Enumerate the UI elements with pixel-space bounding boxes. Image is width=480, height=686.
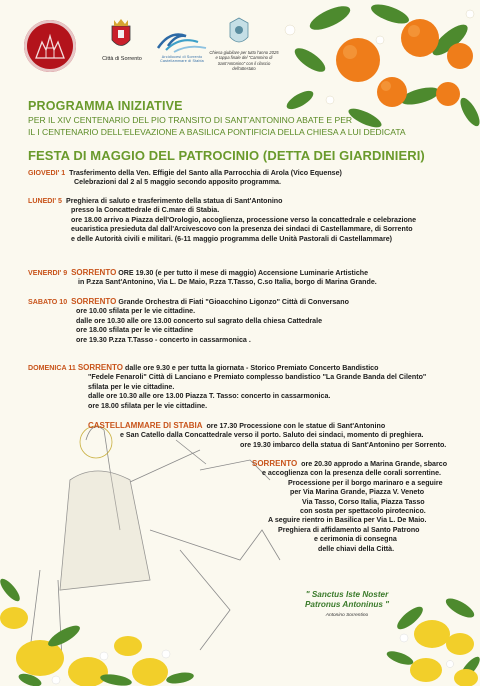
sorrento-crest-icon bbox=[110, 18, 132, 52]
entry-text: e accoglienza con la presenza delle corali sorrentine. bbox=[262, 469, 441, 478]
entry-text: ore 10.00 sfilata per le vie cittadine. bbox=[76, 307, 196, 316]
entry-text: per Via Marina Grande, Piazza V. Veneto bbox=[290, 488, 425, 497]
entry-text: ore 19.30 imbarco della statua di Sant'Antonino per Sorrento. bbox=[240, 440, 447, 449]
place-label: SORRENTO bbox=[71, 297, 117, 306]
entry-text: ore 19.30 P.zza T.Tasso - concerto in cassarmonica . bbox=[76, 335, 251, 344]
red-festival-logo bbox=[24, 20, 76, 72]
entry-text: ore 18.00 arrivo a Piazza dell'Orologio, accoglienza, processione verso la concattedrale e celebrazione bbox=[71, 215, 417, 224]
entry-text: presso la Concattedrale di C.mare di Stabia. bbox=[71, 206, 220, 215]
entry-text: A seguire rientro in Basilica per Via L. De Maio. bbox=[268, 516, 427, 525]
entry-text: Celebrazioni dal 2 al 5 maggio secondo apposito programma. bbox=[74, 178, 281, 187]
archdiocese-caption: Arcidiocesi di Sorrento Castellammare di Stabia bbox=[160, 55, 204, 63]
basilica-seal-icon bbox=[229, 17, 249, 47]
entry-text: delle chiavi della Città. bbox=[318, 544, 395, 553]
entry-text: ORE 19.30 (e per tutto il mese di maggio) Accensione Luminarie Artistiche bbox=[118, 269, 369, 277]
entry-text: ore 17.30 Processione con le statue di Sant'Antonino bbox=[206, 422, 386, 430]
entry-text: dalle ore 10.30 alle ore 13.00 concerto sul sagrato della chiesa Cattedrale bbox=[76, 316, 323, 325]
quote-line: Patronus Antoninus " bbox=[304, 600, 390, 610]
entry-text: ore 20.30 approdo a Marina Grande, sbarco bbox=[301, 460, 448, 468]
entry-venerdi bbox=[28, 268, 377, 288]
entry-text: Trasferimento della Ven. Effigie del Santo alla Parrocchia di Arola (Vico Equense) bbox=[69, 169, 342, 177]
latin-quote bbox=[292, 590, 402, 611]
place-label: SORRENTO bbox=[252, 459, 298, 468]
entry-text: ore 18.00 sfilata per le vie cittadine. bbox=[88, 401, 208, 410]
day-label: VENERDI' 9 bbox=[28, 269, 68, 277]
entry-text: con sosta per spettacolo pirotecnico. bbox=[300, 507, 426, 516]
quote-line: " Sanctus Iste Noster bbox=[305, 590, 389, 599]
entry-text: sfilata per le vie cittadine. bbox=[88, 382, 175, 391]
entry-text: dalle ore 9.30 e per tutta la giornata - Storico Premiato Concerto Bandistico bbox=[125, 364, 379, 372]
entry-text: eucaristica presieduta dal dall'Arcivescovo con la presenza dei sindaci di Castellammare, di Sorrento bbox=[71, 225, 413, 234]
entry-castellammare bbox=[88, 421, 446, 450]
crest-caption: Città di Sorrento bbox=[102, 56, 142, 62]
entry-sabato bbox=[28, 297, 349, 345]
entry-text: Preghiera di saluto e trasferimento della statua di Sant'Antonino bbox=[65, 197, 283, 205]
entry-text: e San Catello dalla Concattedrale verso il porto. Saluto dei sindaci, momento di preghiera. bbox=[120, 431, 424, 440]
page-title: PROGRAMMA INIZIATIVE bbox=[28, 99, 183, 113]
entry-text: "Fedele Fenaroli" Città di Lanciano e Premiato complesso bandistico "La Grande Banda del Cilento" bbox=[88, 373, 427, 382]
subtitle-line: IL I CENTENARIO DELL'ELEVAZIONE A BASILICA PONTIFICIA DELLA CHIESA A LUI DEDICATA bbox=[28, 126, 406, 137]
day-label: DOMENICA 11 bbox=[28, 364, 76, 372]
entry-giovedi bbox=[28, 169, 342, 188]
place-label: SORRENTO bbox=[71, 268, 117, 277]
subtitle-line: PER IL XIV CENTENARIO DEL PIO TRANSITO DI SANT'ANTONINO ABATE E PER bbox=[28, 115, 353, 125]
entry-lunedi bbox=[28, 197, 416, 244]
place-label: SORRENTO bbox=[77, 363, 124, 372]
subtitle bbox=[28, 115, 478, 138]
day-label: LUNEDI' 5 bbox=[28, 197, 63, 205]
entry-domenica bbox=[28, 363, 426, 411]
archdiocese-logo-icon bbox=[152, 28, 212, 54]
festa-heading: FESTA DI MAGGIO DEL PATROCINIO (DETTA DEI GIARDINIERI) bbox=[28, 148, 425, 163]
basilica-seal-caption: Chiesa giubilare per tutto l'anno 2025 e tappa finale del "Cammino di Sant'Antonino" con il rilascio dell'attestato bbox=[209, 50, 279, 72]
entry-sorrento-evening bbox=[252, 459, 452, 554]
entry-text: in P.zza Sant'Antonino, Via L. De Maio, P.zza T.Tasso, C.so Italia, borgo di Marina Grande. bbox=[78, 278, 377, 287]
entry-text: e cerimonia di consegna bbox=[314, 535, 397, 544]
entry-text: Grande Orchestra di Fiati "Gioacchino Ligonzo" Città di Conversano bbox=[118, 298, 349, 306]
quote-author: Antonino Sorrentino bbox=[325, 613, 369, 618]
entry-text: Preghiera di affidamento al Santo Patrono bbox=[278, 525, 420, 534]
entry-text: Via Tasso, Corso Italia, Piazza Tasso bbox=[302, 497, 425, 506]
day-label: GIOVEDI' 1 bbox=[28, 169, 66, 177]
entry-text: Processione per il borgo marinaro e a seguire bbox=[288, 478, 443, 487]
entry-text: ore 18.00 sfilata per le vie cittadine bbox=[76, 326, 194, 335]
entry-text: e delle Autorità civili e militari. (6-11 maggio programma delle Unità Pastorali di Castellammare) bbox=[71, 234, 393, 243]
entry-text: dalle ore 10.30 alle ore 13.00 Piazza T. Tasso: concerto in cassarmonica. bbox=[88, 392, 331, 401]
day-label: SABATO 10 bbox=[28, 298, 68, 306]
place-label: CASTELLAMMARE DI STABIA bbox=[88, 421, 203, 430]
